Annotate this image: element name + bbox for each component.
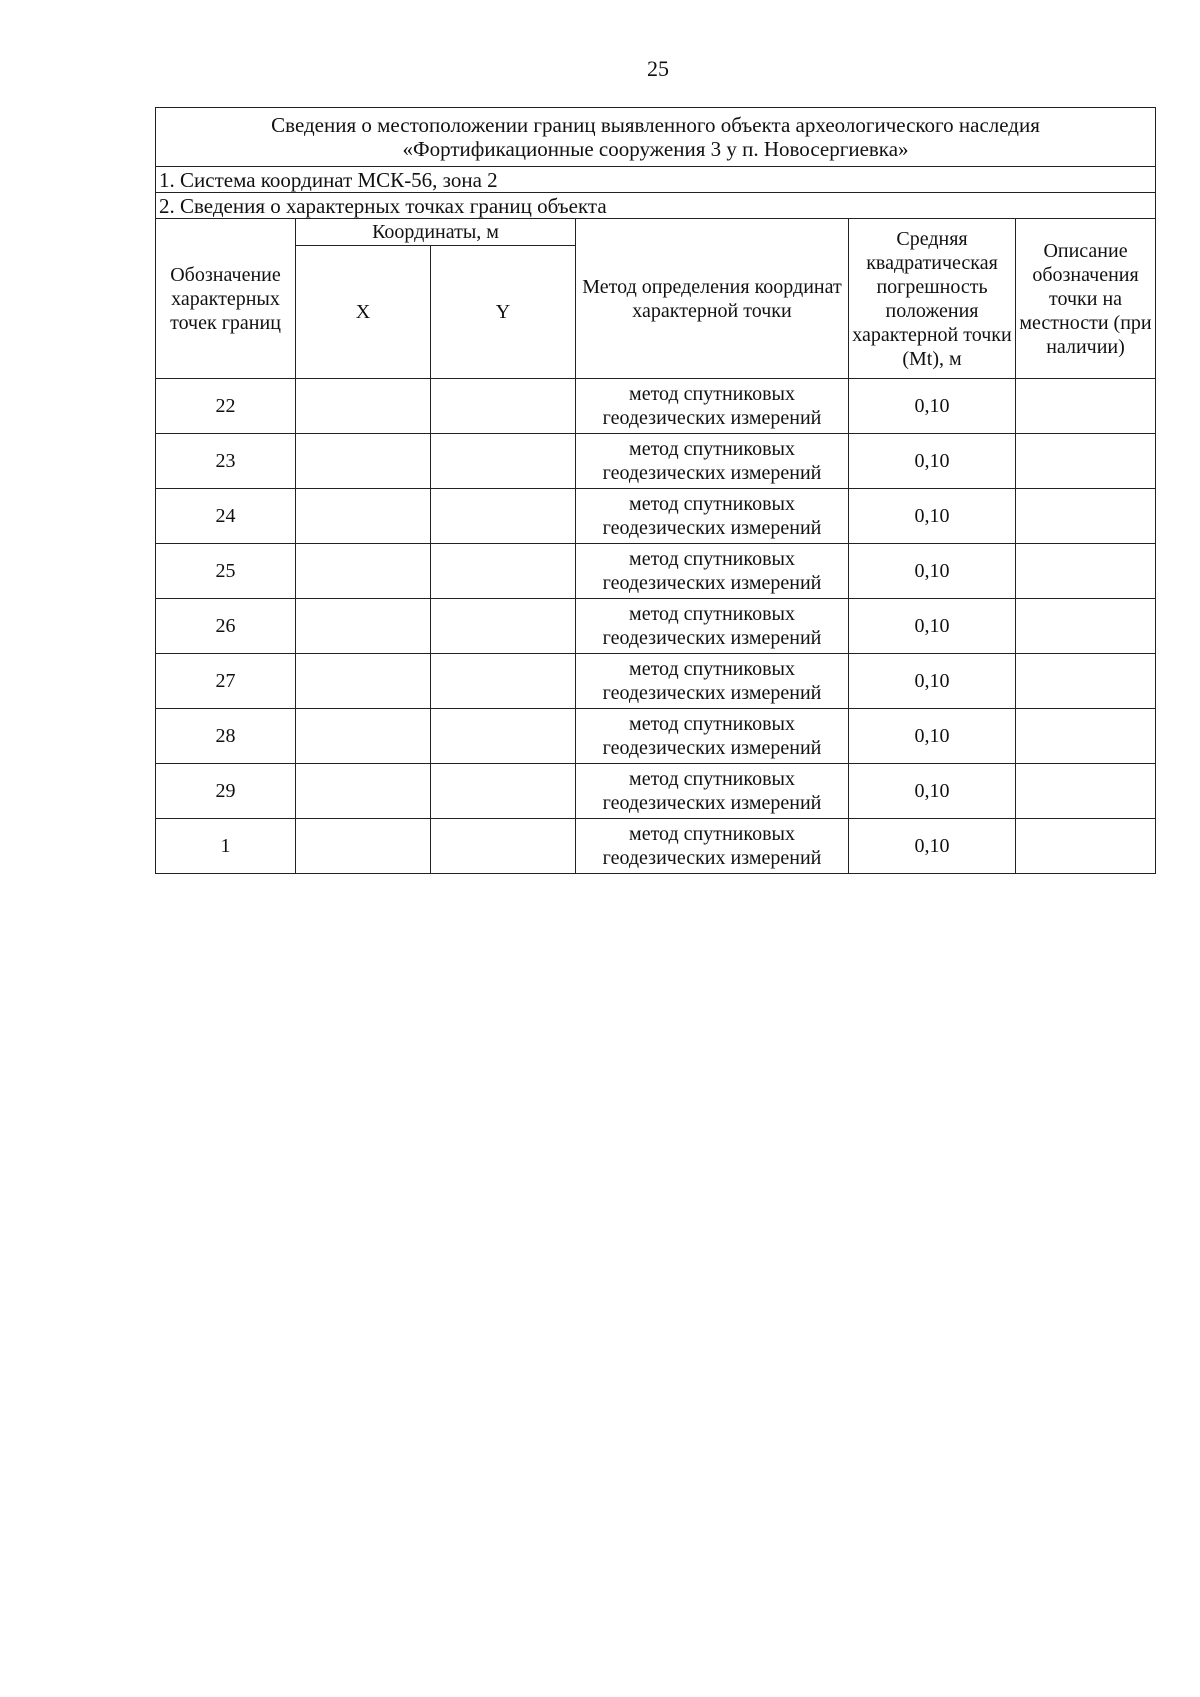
cell-description xyxy=(1016,489,1156,544)
cell-y xyxy=(431,544,576,599)
cell-x xyxy=(296,654,431,709)
header-method: Метод определения координат характерной точки xyxy=(576,219,849,379)
cell-mean-error: 0,10 xyxy=(849,819,1016,874)
boundary-points-table xyxy=(155,107,1156,874)
cell-mean-error: 0,10 xyxy=(849,489,1016,544)
cell-x xyxy=(296,434,431,489)
cell-method: метод спутниковых геодезических измерений xyxy=(576,599,849,654)
cell-description xyxy=(1016,654,1156,709)
cell-method: метод спутниковых геодезических измерений xyxy=(576,434,849,489)
cell-method: метод спутниковых геодезических измерений xyxy=(576,379,849,434)
cell-mean-error: 0,10 xyxy=(849,654,1016,709)
cell-y xyxy=(431,654,576,709)
table-row xyxy=(156,764,1156,819)
cell-point: 22 xyxy=(156,379,296,434)
cell-point: 28 xyxy=(156,709,296,764)
cell-description xyxy=(1016,819,1156,874)
table-row xyxy=(156,599,1156,654)
cell-x xyxy=(296,599,431,654)
table-row xyxy=(156,489,1156,544)
page-number: 25 xyxy=(647,56,669,81)
cell-mean-error: 0,10 xyxy=(849,379,1016,434)
cell-description xyxy=(1016,764,1156,819)
cell-point: 25 xyxy=(156,544,296,599)
cell-description xyxy=(1016,379,1156,434)
cell-method: метод спутниковых геодезических измерений xyxy=(576,819,849,874)
cell-method: метод спутниковых геодезических измерений xyxy=(576,764,849,819)
header-coordinates: Координаты, м xyxy=(296,219,576,246)
table-row xyxy=(156,819,1156,874)
cell-y xyxy=(431,599,576,654)
cell-x xyxy=(296,544,431,599)
header-description: Описание обозначения точки на местности (при наличии) xyxy=(1016,219,1156,379)
points-info-section: 2. Сведения о характерных точках границ объекта xyxy=(156,193,1156,219)
cell-mean-error: 0,10 xyxy=(849,544,1016,599)
table-row xyxy=(156,379,1156,434)
cell-y xyxy=(431,489,576,544)
cell-y xyxy=(431,379,576,434)
cell-method: метод спутниковых геодезических измерений xyxy=(576,709,849,764)
cell-point: 24 xyxy=(156,489,296,544)
cell-point: 26 xyxy=(156,599,296,654)
cell-description xyxy=(1016,599,1156,654)
cell-x xyxy=(296,489,431,544)
cell-point: 1 xyxy=(156,819,296,874)
cell-point: 23 xyxy=(156,434,296,489)
cell-method: метод спутниковых геодезических измерений xyxy=(576,489,849,544)
table-row xyxy=(156,709,1156,764)
cell-y xyxy=(431,434,576,489)
cell-mean-error: 0,10 xyxy=(849,599,1016,654)
table-row xyxy=(156,434,1156,489)
cell-mean-error: 0,10 xyxy=(849,434,1016,489)
header-y: Y xyxy=(431,246,576,379)
table-title-line2: «Фортификационные сооружения 3 у п. Новосергиевка» xyxy=(402,137,909,161)
table-row xyxy=(156,544,1156,599)
cell-description xyxy=(1016,709,1156,764)
cell-method: метод спутниковых геодезических измерений xyxy=(576,654,849,709)
cell-x xyxy=(296,819,431,874)
cell-method: метод спутниковых геодезических измерений xyxy=(576,544,849,599)
cell-mean-error: 0,10 xyxy=(849,764,1016,819)
cell-point: 29 xyxy=(156,764,296,819)
cell-description xyxy=(1016,544,1156,599)
cell-x xyxy=(296,764,431,819)
cell-x xyxy=(296,379,431,434)
table-title xyxy=(156,108,1156,167)
table-title-line1: Сведения о местоположении границ выявленного объекта археологического наследия xyxy=(271,113,1040,137)
cell-y xyxy=(431,764,576,819)
table-row xyxy=(156,654,1156,709)
cell-y xyxy=(431,709,576,764)
header-x: X xyxy=(296,246,431,379)
header-mean-error: Средняя квадратическая погрешность положения характерной точки (Mt), м xyxy=(849,219,1016,379)
cell-y xyxy=(431,819,576,874)
cell-x xyxy=(296,709,431,764)
cell-description xyxy=(1016,434,1156,489)
cell-point: 27 xyxy=(156,654,296,709)
header-point-designation: Обозначение характерных точек границ xyxy=(156,219,296,379)
cell-mean-error: 0,10 xyxy=(849,709,1016,764)
coordinate-system-section: 1. Система координат МСК-56, зона 2 xyxy=(156,167,1156,193)
